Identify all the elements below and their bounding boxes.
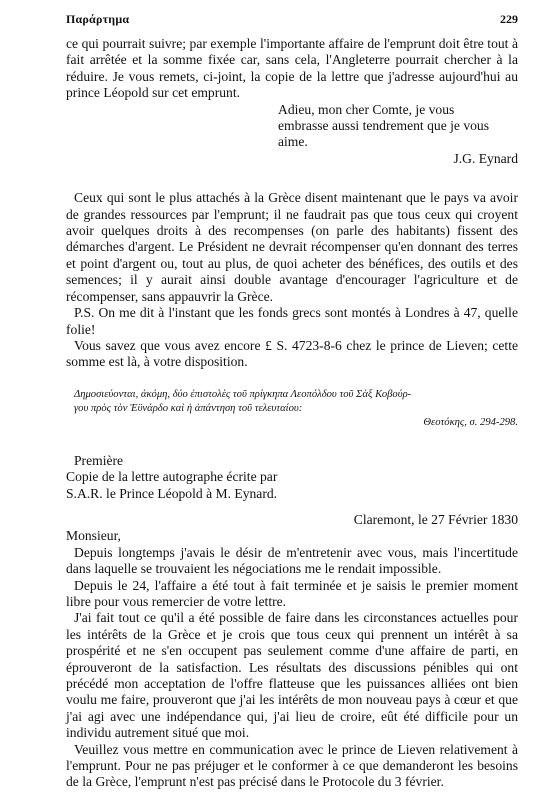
page-number: 229 xyxy=(500,12,518,26)
postscript-paragraph-1: Ceux qui sont le plus attachés à la Grèce disent maintenant que le pays va avoir de grandes ressources par l'emprunt; il ne faudrait pas que tous ceux qui croyent avoir quelques droits à des recompenses (on parle des habitants) fissent des démarches d'argent. Le Président ne devrait récompenser qu'en donnant des terres et point d'argent ou, tout au plus, de quoi acheter des bénéfices, des outils et des semences; il y aurait ainsi double avantage d'encourager l'agriculture et de récompenser, sans appauvrir la Grèce. xyxy=(66,190,518,304)
editorial-note-citation: Θεοτόκης, σ. 294-298. xyxy=(423,416,518,428)
letter-signature: J.G. Eynard xyxy=(453,150,518,166)
spacer xyxy=(66,502,518,512)
spacer xyxy=(66,371,518,388)
running-title: Παράρτημα xyxy=(66,12,130,26)
letter-salutation: Monsieur, xyxy=(66,528,121,544)
letter-closing-line-2: embrasse aussi tendrement que je vous aime. xyxy=(278,118,490,150)
letter-heading-line-1: Première xyxy=(74,452,124,468)
letter-continuation-paragraph: ce qui pourrait suivre; par exemple l'importante affaire de l'emprunt doit être tout à fait arrêtée et la somme fixée car, sans cela, l'Angleterre pourrait chercher à la réduire. Je vous remets, ci-joint, la copie de la lettre que j'adresse aujourd'hui au prince Léopold sur cet emprunt. xyxy=(66,36,518,101)
editorial-note xyxy=(66,388,518,416)
letter-heading-line-2: Copie de la lettre autographe écrite par xyxy=(66,469,278,485)
spacer xyxy=(66,167,518,190)
editorial-note-line-2: γου πρὸς τὸν Ἐϋνάρδο καὶ ἡ ἀπάντηση τοῦ τελευταίου: xyxy=(74,402,303,414)
letter-paragraph-2: Depuis le 24, l'affaire a été tout à fait terminée et je saisis le premier moment libre pour vous remercier de votre lettre. xyxy=(66,577,518,609)
letter-closing-line-1: Adieu, mon cher Comte, je vous xyxy=(278,101,455,117)
letter-paragraph-4: Veuillez vous mettre en communication avec le prince de Lieven relativement à l'emprunt. Pour ne pas préjuger et le conformer à ce que demanderont les besoins de la Grèce, l'emprunt n'est pas précisé dans le Protocole du 3 février. xyxy=(66,741,518,790)
letter-heading xyxy=(66,453,518,502)
letter-heading-line-3: S.A.R. le Prince Léopold à M. Eynard. xyxy=(66,485,278,501)
page-body xyxy=(66,36,518,791)
postscript-paragraph-2: P.S. On me dit à l'instant que les fonds grecs sont montés à Londres à 47, quelle folie! xyxy=(66,305,518,337)
letter-paragraph-1: Depuis longtemps j'avais le désir de m'entretenir avec vous, mais l'incertitude dans laquelle se trouvaient les négociations me le rendait impossible. xyxy=(66,544,518,577)
spacer xyxy=(66,430,518,453)
postscript-paragraph-3: Vous savez que vous avez encore £ S. 4723-8-6 chez le prince de Lieven; cette somme est là, à votre disposition. xyxy=(66,337,518,370)
letter-paragraph-3: J'ai fait tout ce qu'il a été possible de faire dans les circonstances actuelles pour les intérêts de la Grèce et je crois que tous ceux qui prennent un intérêt à sa prospérité et ne s'en occupent pas seulement comme d'une affaire de parti, en éprouveront de la satisfaction. Les résultats des discussions pénibles qui ont précédé mon acceptation de l'offre flatteuse que les puissances alliées ont bien voulu me faire, prouveront que j'ai les intérêts de mon nouveau pays à cœur et que j'ai agi avec une indépendance qui, j'ai lieu de croire, eût été difficile pour un individu autrement situé que moi. xyxy=(66,610,518,741)
editorial-note-line-1: Δημοσιεύονται, ἀκόμη, δύο ἐπιστολὲς τοῦ πρίγκηπα Λεοπόλδου τοῦ Σὰξ Κοβούρ- xyxy=(74,388,412,400)
letter-dateline: Claremont, le 27 Février 1830 xyxy=(353,511,518,527)
